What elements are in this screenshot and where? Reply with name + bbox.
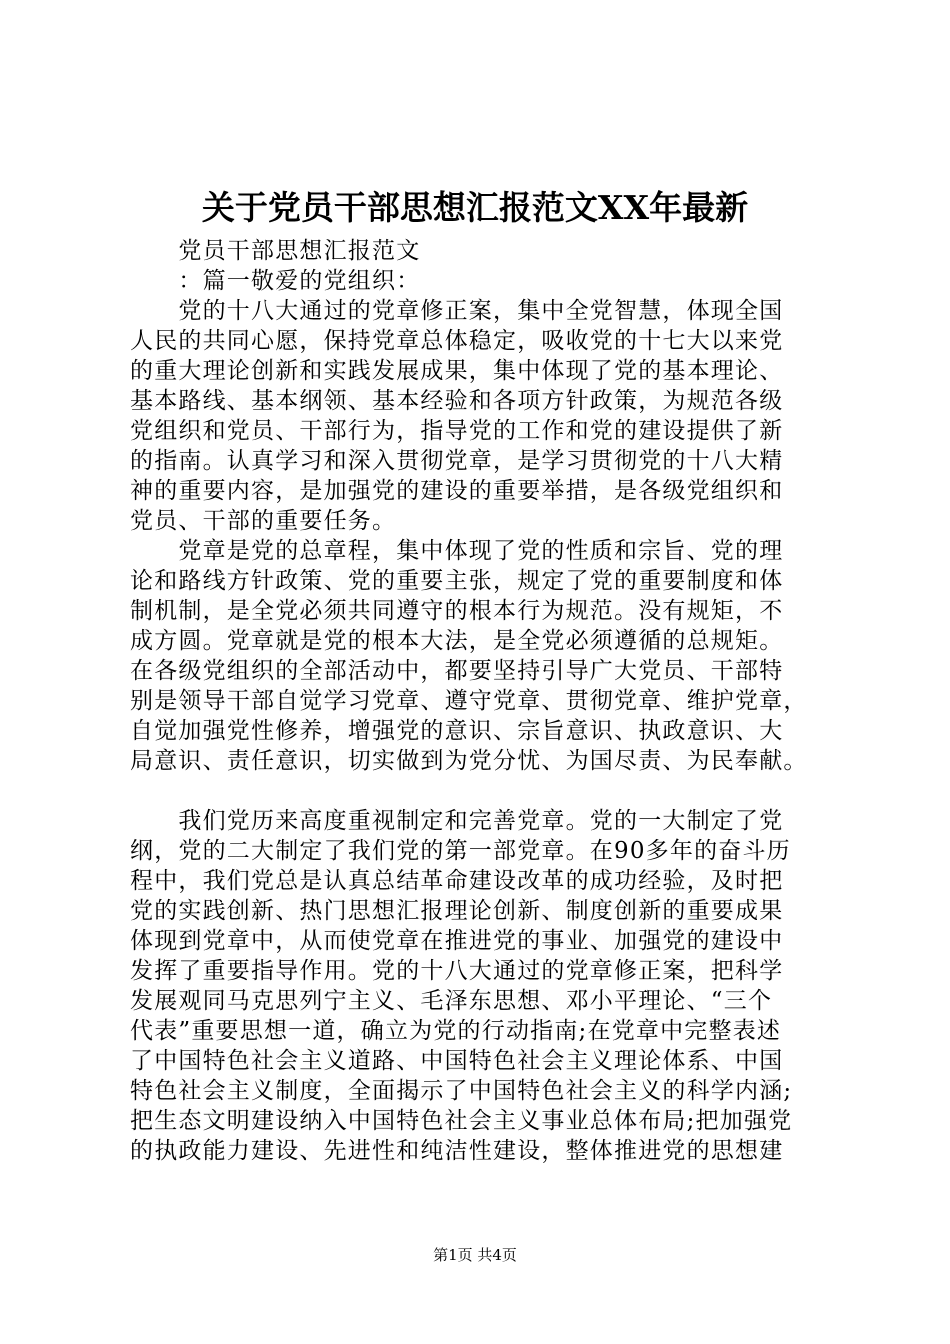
body-line: 的指南。认真学习和深入贯彻党章，是学习贯彻党的十八大精 xyxy=(130,448,784,474)
body-line: 的重大理论创新和实践发展成果，集中体现了党的基本理论、 xyxy=(130,358,784,384)
body-line: 神的重要内容，是加强党的建设的重要举措，是各级党组织和 xyxy=(130,478,784,504)
body-line: 在各级党组织的全部活动中，都要坚持引导广大党员、干部特 xyxy=(130,658,784,684)
body-line: 论和路线方针政策、党的重要主张，规定了党的重要制度和体 xyxy=(130,568,784,594)
document-title: 关于党员干部思想汇报范文XX年最新 xyxy=(201,188,749,227)
body-line: 了中国特色社会主义道路、中国特色社会主义理论体系、中国 xyxy=(130,1048,784,1074)
body-line xyxy=(130,776,840,806)
body-line: 我们党历来高度重视制定和完善党章。党的一大制定了党 xyxy=(130,808,784,834)
body-line: 制机制，是全党必须共同遵守的根本行为规范。没有规矩，不 xyxy=(130,598,784,624)
body-line: 党章是党的总章程，集中体现了党的性质和宗旨、党的理 xyxy=(130,538,784,564)
body-line: 代表”重要思想一道，确立为党的行动指南;在党章中完整表述 xyxy=(130,1018,782,1044)
body-line: 的执政能力建设、先进性和纯洁性建设，整体推进党的思想建 xyxy=(130,1138,784,1164)
body-line: 局意识、责任意识，切实做到为党分忧、为国尽责、为民奉献。 xyxy=(130,748,808,774)
body-line: 党员干部思想汇报范文 xyxy=(130,238,421,264)
body-line: 把生态文明建设纳入中国特色社会主义事业总体布局;把加强党 xyxy=(130,1108,793,1134)
body-line: 程中，我们党总是认真总结革命建设改革的成功经验，及时把 xyxy=(130,868,784,894)
body-line: 党员、干部的重要任务。 xyxy=(130,508,397,534)
body-line: 党的实践创新、热门思想汇报理论创新、制度创新的重要成果 xyxy=(130,898,784,924)
body-line: 别是领导干部自觉学习党章、遵守党章、贯彻党章、维护党章， xyxy=(130,688,808,714)
body-line: 纲，党的二大制定了我们党的第一部党章。在90多年的奋斗历 xyxy=(130,838,791,864)
body-line: 党组织和党员、干部行为，指导党的工作和党的建设提供了新 xyxy=(130,418,784,444)
body-line: 党的十八大通过的党章修正案，集中全党智慧，体现全国 xyxy=(130,298,784,324)
document-body xyxy=(130,236,840,1166)
body-line: 成方圆。党章就是党的根本大法，是全党必须遵循的总规矩。 xyxy=(130,628,784,654)
body-line: ：篇一敬爱的党组织： xyxy=(130,268,421,294)
body-line: 基本路线、基本纲领、基本经验和各项方针政策，为规范各级 xyxy=(130,388,784,414)
body-line: 特色社会主义制度，全面揭示了中国特色社会主义的科学内涵; xyxy=(130,1078,793,1104)
body-line: 人民的共同心愿，保持党章总体稳定，吸收党的十七大以来党 xyxy=(130,328,784,354)
body-line: 自觉加强党性修养，增强党的意识、宗旨意识、执政意识、大 xyxy=(130,718,784,744)
body-line: 发展观同马克思列宁主义、毛泽东思想、邓小平理论、“三个 xyxy=(130,988,773,1014)
body-line: 发挥了重要指导作用。党的十八大通过的党章修正案，把科学 xyxy=(130,958,784,984)
body-line: 体现到党章中，从而使党章在推进党的事业、加强党的建设中 xyxy=(130,928,784,954)
page-footer: 第1页 共4页 xyxy=(433,1246,517,1264)
